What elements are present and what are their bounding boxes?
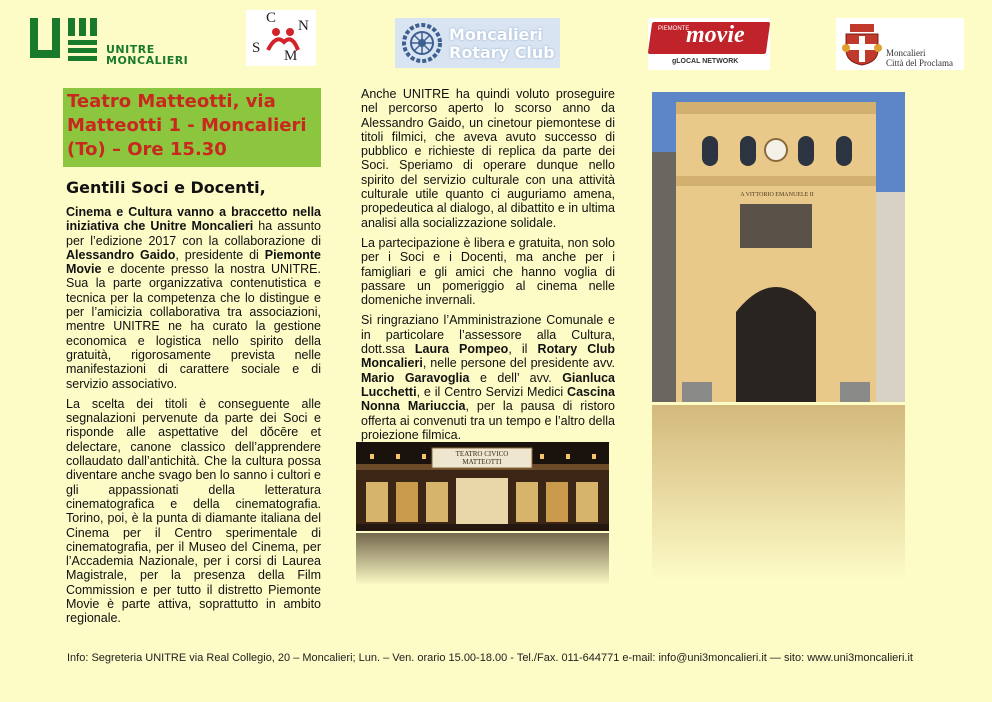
venue-line1: Teatro Matteotti, via (67, 91, 276, 112)
comune-line2: Città del Proclama (886, 58, 953, 68)
csm-letter-m: M (284, 48, 298, 64)
movie-tagline: gLOCAL NETWORK (672, 58, 739, 65)
theatre-photo-reflection (356, 533, 609, 585)
intro-text-2: , presidente di (175, 247, 265, 262)
column-left (66, 205, 321, 632)
paragraph-thanks (361, 313, 615, 442)
comune-moncalieri-logo (836, 18, 964, 70)
thanks-text-5: , e il Centro Servizi Medici (416, 384, 568, 399)
venue-line2: Matteotti 1 - Moncalieri (67, 115, 307, 136)
rotary-line1: Moncalieri (449, 25, 543, 44)
paragraph-participation: La partecipazione è libera e gratuita, non solo per i Soci e i Docenti, ma anche per i famigliari e gli amici che hanno voglia di passare un pomeriggio al cinema nelle domeniche invernali. (361, 235, 615, 308)
venue-line3: (To) – Ore 15.30 (67, 139, 227, 160)
arch-inscription: A VITTORIO EMANUELE II (740, 192, 814, 198)
csm-letter-s: S (252, 40, 261, 56)
unitre-logo (30, 18, 198, 68)
thanks-text-2: , il (508, 342, 538, 357)
palazzo-photo-reflection (652, 405, 905, 580)
paragraph-titles: La scelta dei titoli è conseguente alle segnalazioni pervenute da parte dei Soci e risponde alle aspettative del dŏcēre et delectare, canone classico dell’apprendere collaudato dall’antichità. Che la cultura possa diventare anche svago ben lo sanno i cultori e gli appassionati della letteratura cinematografica e della cinematografia. Torino, poi, è la punta di diamante italiana del Cinema per il Centro sperimentale di cinematografia, per il Museo del Cinema, per l’Accademia Nazionale, per i corsi di Laurea Magistrale, per la presenza della Film Commission e per tutto il distretto Piemonte Movie è parte attiva, soprattutto in ambito regionale. (66, 396, 321, 626)
piemonte-movie-logo (648, 18, 770, 70)
thanks-text-1: Si ringraziano l’Amministrazione Comunale e in particolare l’assessore alla Cultura, dott.ssa (361, 313, 615, 357)
name-rotary: Rotary Club Moncalieri (361, 342, 616, 371)
name-piemonte-movie: Piemonte Movie (66, 247, 321, 277)
movie-small-text: PIEMONTE (658, 26, 690, 32)
name-gaido: Alessandro Gaido (66, 247, 176, 262)
thanks-text-3: , nelle persone del presidente avv. (422, 356, 615, 371)
csm-logo (246, 10, 316, 66)
column-middle (361, 87, 615, 448)
comune-line1: Moncalieri (886, 48, 926, 58)
unitre-mark-icon (30, 18, 98, 68)
rotary-line2: Rotary Club (449, 43, 555, 62)
name-lucchetti: Gianluca Lucchetti (361, 370, 615, 399)
name-pompeo: Laura Pompeo (414, 342, 509, 357)
csm-letter-c: C (266, 10, 277, 26)
name-garavoglia: Mario Garavoglia (361, 370, 470, 385)
rotary-logo (395, 18, 560, 68)
rotary-wheel-icon (401, 22, 443, 64)
unitre-logo-line2: MONCALIERI (106, 54, 189, 67)
theatre-sign: TEATRO CIVICO MATTEOTTI (455, 450, 509, 466)
palazzo-arch-icon (652, 92, 905, 402)
csm-letter-n: N (298, 18, 309, 34)
unitre-logo-line1: UNITRE (106, 43, 155, 56)
csm-figures-icon (266, 26, 300, 52)
intro-text-3: e docente presso la nostra UNITRE. Sua la parte organizzativa contenutistica e tecnica per la competenza che lo distingue e per l’amicizia collaborativa tra associazioni, mentre UNITRE ne ha curato la gestione economica e logistica nello spirito della gratuità, rigorosamente prevista nelle manifestazioni di carattere sociale e di servizio associativo. (66, 262, 321, 391)
coat-of-arms-icon (842, 22, 882, 66)
paragraph-intro (66, 205, 321, 391)
greeting: Gentili Soci e Docenti, (66, 178, 266, 197)
palazzo-photo (652, 92, 905, 402)
paragraph-cinetour: Anche UNITRE ha quindi voluto proseguire nel percorso aperto lo scorso anno da Alessandro Gaido, un cinetour piemontese di titoli filmici, che aveva avuto successo di pubblico e richieste di replica da parte dei Soci. Speriamo di operare dunque nello spirito del servizio culturale con una attività culturale utile quanto ci auguriamo amena, propedeutica al dialogo, al dibattito e in ultima analisi alla socializzazione solidale. (361, 87, 615, 230)
venue-heading (63, 88, 321, 167)
name-cascina: Cascina Nonna Mariuccia (361, 384, 615, 414)
theatre-photo (356, 442, 609, 531)
thanks-text-6: , per la pausa di ristoro offerta ai convenuti tra un tempo e l’altro della proiezione filmica. (361, 399, 615, 442)
footer-info: Info: Segreteria UNITRE via Real Collegio, 20 – Moncalieri; Lun. – Ven. orario 15.00-18.00 - Tel./Fax. 011-644771 e-mail: info@uni3moncalieri.it — sito: www.uni3moncalieri.it (67, 652, 913, 664)
intro-bold: Cinema e Cultura vanno a braccetto nella iniziativa che Unitre Moncalieri (66, 205, 321, 234)
thanks-text-4: e dell’ avv. (469, 370, 563, 385)
movie-word: movie (686, 22, 745, 48)
intro-text: ha assunto per l’edizione 2017 con la collaborazione di (66, 219, 321, 248)
